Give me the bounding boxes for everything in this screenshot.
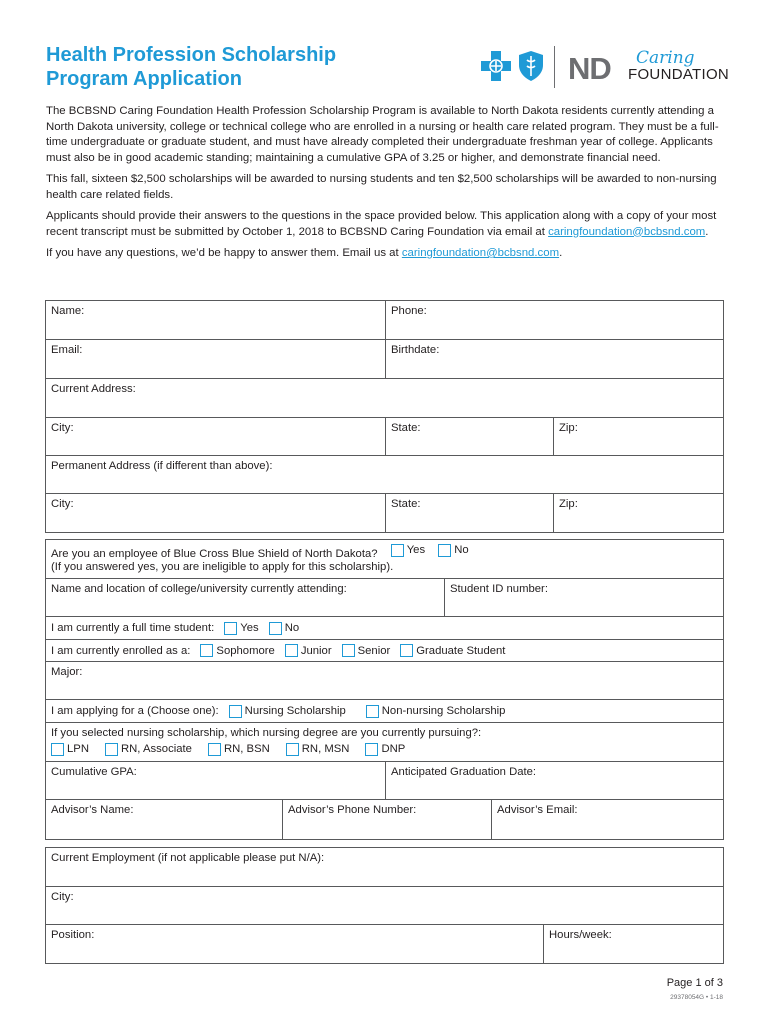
major-field[interactable]: Major: [51,666,83,678]
nursing-degree-question: If you selected nursing scholarship, which nursing degree are you currently pursuing?: LPN RN, Associate RN, BSN RN, MSN DNP [51,727,482,755]
rn-bsn-option[interactable]: RN, BSN [208,741,270,757]
state-field[interactable]: State: [386,418,554,455]
intro-text [46,104,726,268]
fulltime-yes-option[interactable]: Yes [224,622,258,635]
permanent-address-field[interactable]: Permanent Address (if different than above): [51,460,273,472]
current-employment-field[interactable]: Current Employment (if not applicable please put N/A): [51,852,325,864]
phone-field[interactable]: Phone: [391,305,427,317]
hours-field[interactable]: Hours/week: [549,929,612,941]
logo-caring: Caring [636,48,695,68]
city-field[interactable]: City: [46,418,386,455]
rn-associate-option[interactable]: RN, Associate [105,741,192,757]
checkbox[interactable] [208,743,221,756]
permanent-city-field[interactable]: City: [46,494,386,532]
email-link[interactable]: caringfoundation@bcbsnd.com [548,225,706,238]
checkbox[interactable] [105,743,118,756]
fulltime-question: I am currently a full time student: Yes No [51,622,300,634]
graduate-option[interactable]: Graduate Student [400,644,505,657]
checkbox[interactable] [200,644,213,657]
checkbox[interactable] [229,705,242,718]
checkbox[interactable] [224,622,237,635]
intro-paragraph-3: Applicants should provide their answers to the questions in the space provided below. This application along with a copy of your most recent transcript must be submitted by October 1, 2018 to BCBSND Caring Foundation via email at caringfoundation@bcbsnd.com. [46,210,717,238]
page-number: Page 1 of 3 [666,977,723,989]
junior-option[interactable]: Junior [285,644,332,657]
checkbox[interactable] [286,743,299,756]
checkbox[interactable] [400,644,413,657]
position-field[interactable]: Position: [46,925,544,963]
checkbox[interactable] [269,622,282,635]
fulltime-no-option[interactable]: No [269,622,299,635]
title-line-2: Program Application [46,68,242,90]
page-title [46,43,336,91]
zip-field[interactable]: Zip: [559,422,578,434]
name-field[interactable]: Name: [46,301,386,339]
bcbsnd-logo [478,46,730,88]
checkbox[interactable] [438,544,451,557]
form-code: 29378054G • 1-18 [670,994,723,1001]
college-field[interactable]: Name and location of college/university currently attending: [46,579,445,616]
checkbox[interactable] [342,644,355,657]
senior-option[interactable]: Senior [342,644,391,657]
employment-city-field[interactable]: City: [51,891,74,903]
intro-paragraph-2: This fall, sixteen $2,500 scholarships will be awarded to nursing students and ten $2,500 scholarships will be awarded to non-nursing health care related fields. [46,173,717,201]
personal-info-table [45,300,724,533]
checkbox[interactable] [365,743,378,756]
gpa-field[interactable]: Cumulative GPA: [46,762,386,799]
title-line-1: Health Profession Scholarship [46,44,337,66]
advisor-email-field[interactable]: Advisor’s Email: [497,804,578,816]
logo-divider [554,46,555,88]
logo-nd: ND [568,51,611,86]
applying-question: I am applying for a (Choose one): Nursing Scholarship Non-nursing Scholarship [51,705,506,717]
logo-foundation: FOUNDATION [628,66,730,83]
student-id-field[interactable]: Student ID number: [450,583,548,595]
sophomore-option[interactable]: Sophomore [200,644,274,657]
blue-shield-icon [518,50,544,82]
blue-cross-icon [480,50,512,82]
intro-paragraph-4: If you have any questions, we’d be happy to answer them. Email us at caringfoundation@bcbsnd.com. [46,247,563,259]
rn-msn-option[interactable]: RN, MSN [286,741,350,757]
lpn-option[interactable]: LPN [51,741,89,757]
checkbox[interactable] [366,705,379,718]
advisor-phone-field[interactable]: Advisor’s Phone Number: [283,800,492,839]
employee-yes-option[interactable]: Yes [391,544,425,557]
checkbox[interactable] [51,743,64,756]
employment-table [45,847,724,964]
advisor-name-field[interactable]: Advisor’s Name: [46,800,283,839]
non-nursing-option[interactable]: Non-nursing Scholarship [366,705,506,718]
intro-paragraph-1: The BCBSND Caring Foundation Health Profession Scholarship Program is available to North Dakota residents currently attending a North Dakota university, college or technical college who are enrolled in a nursing or health care related program. They must be a full-time undergraduate or graduate student, and must have already completed their undergraduate freshman year of college. Applicants must also be in good academic standing; maintaining a cumulative GPA of 3.25 or higher, and demonstrate financial need. [46,105,719,164]
graduation-date-field[interactable]: Anticipated Graduation Date: [391,766,537,778]
dnp-option[interactable]: DNP [365,741,405,757]
email-link[interactable]: caringfoundation@bcbsnd.com [401,247,560,259]
education-table [45,539,724,840]
birthdate-field[interactable]: Birthdate: [391,344,440,356]
permanent-state-field[interactable]: State: [386,494,554,532]
email-field[interactable]: Email: [46,340,386,378]
current-address-field[interactable]: Current Address: [51,383,136,395]
checkbox[interactable] [285,644,298,657]
permanent-zip-field[interactable]: Zip: [559,498,578,510]
nursing-option[interactable]: Nursing Scholarship [229,705,346,718]
checkbox[interactable] [391,544,404,557]
employee-no-option[interactable]: No [438,544,468,557]
enrolled-question: I am currently enrolled as a: Sophomore Junior Senior Graduate Student [51,644,506,657]
employee-question: Are you an employee of Blue Cross Blue Shield of North Dakota? Yes No (If you answered yes, you are ineligible to apply for this scholarship). [51,544,469,573]
